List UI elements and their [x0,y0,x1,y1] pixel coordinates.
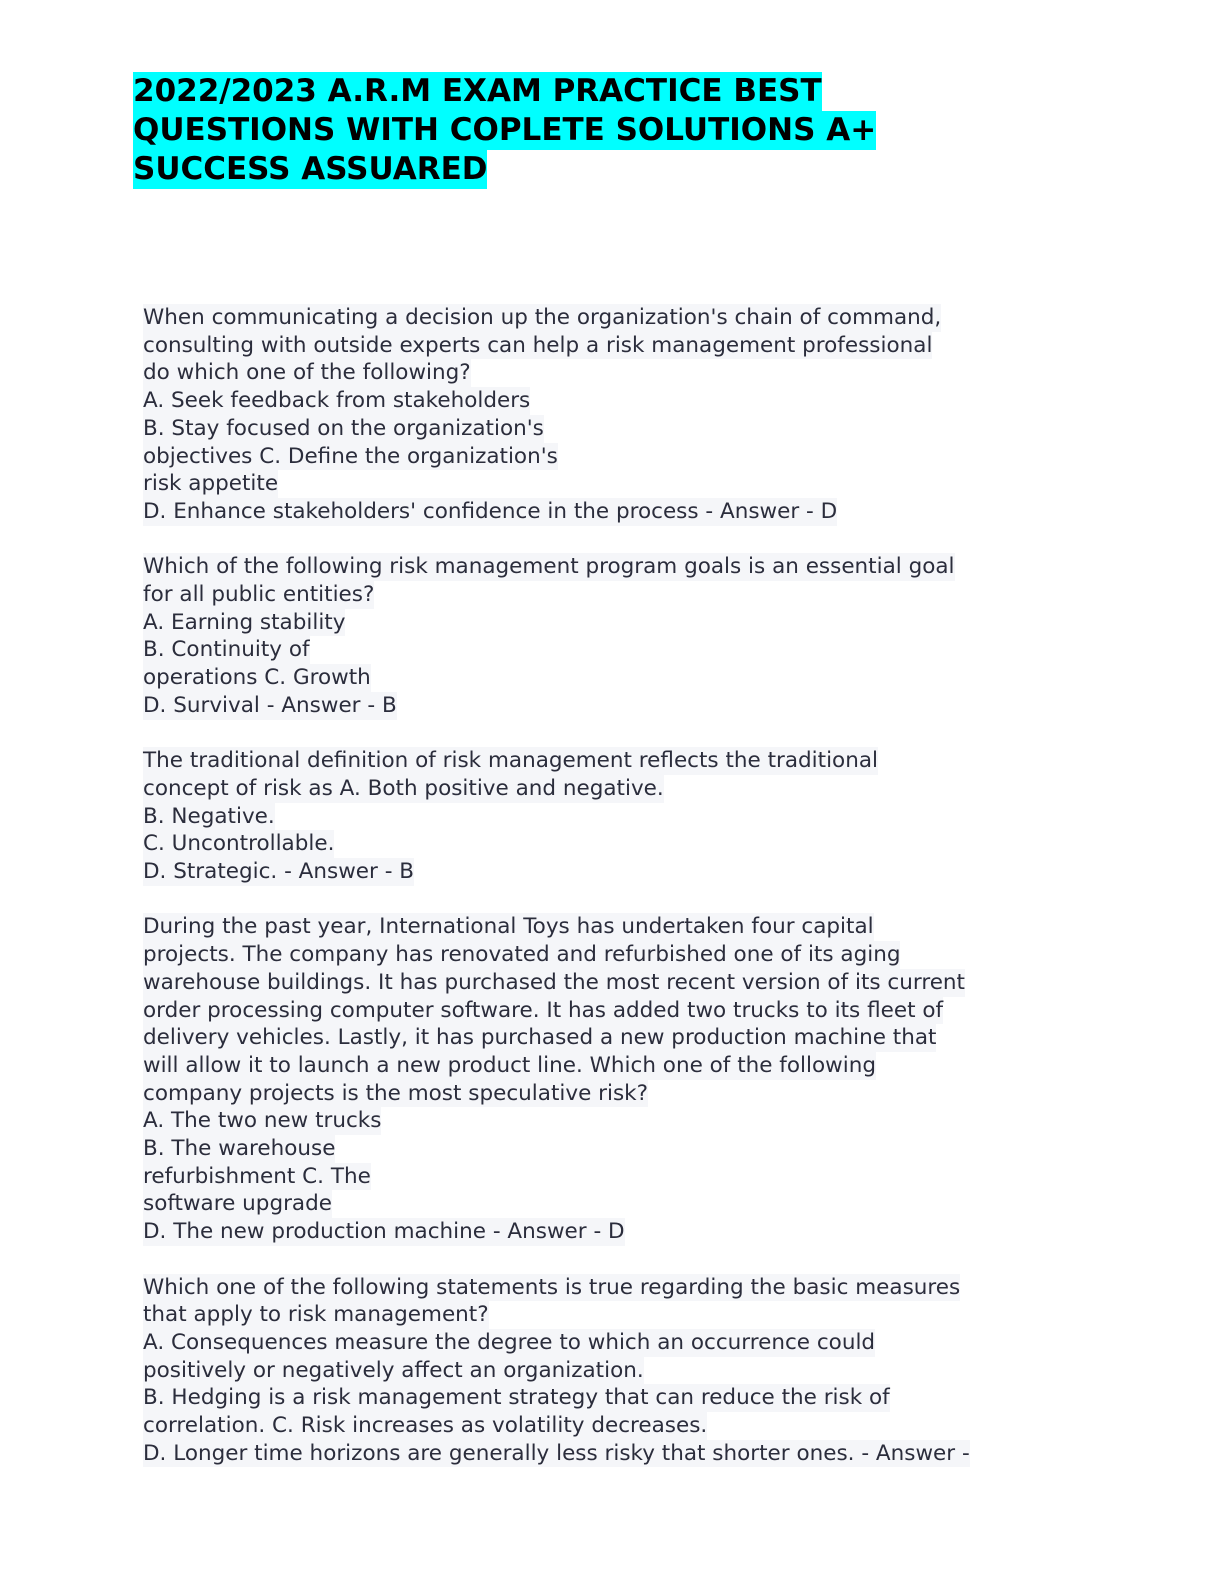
question-block [143,913,970,1245]
question-text-line: B. The warehouse [143,1136,336,1162]
question-block [143,553,970,719]
question-text-line: B. Stay focused on the organization's [143,415,544,441]
document-title [133,72,876,189]
title-line: 2022/2023 A.R.M EXAM PRACTICE BEST [133,73,822,109]
question-block [143,304,970,526]
question-text-line: do which one of the following? [143,360,471,386]
question-text-line: operations C. Growth [143,665,371,691]
question-text-line: A. The two new trucks [143,1108,382,1134]
question-text-line: When communicating a decision up the organization's chain of command, [143,305,942,330]
question-text-line: risk appetite [143,471,279,497]
question-text-line: refurbishment C. The [143,1163,371,1189]
question-text-line: Which one of the following statements is true regarding the basic measures [143,1274,961,1300]
question-text-line: consulting with outside experts can help a risk management professional [143,332,933,358]
question-text-line: C. Uncontrollable. [143,831,335,857]
question-text-line: A. Consequences measure the degree to which an occurrence could [143,1329,876,1355]
question-text-line: correlation. C. Risk increases as volatility decreases. [143,1413,708,1439]
question-text-line: delivery vehicles. Lastly, it has purchased a new production machine that [143,1025,937,1051]
question-text-line: company projects is the most speculative risk? [143,1080,649,1106]
question-list [143,304,970,1495]
question-text-line: warehouse buildings. It has purchased the most recent version of its current [143,969,965,995]
title-line: SUCCESS ASSUARED [133,151,488,187]
question-text-line: for all public entities? [143,582,375,608]
question-text-line: During the past year, International Toys has undertaken four capital [143,914,874,940]
question-text-line: will allow it to launch a new product line. Which one of the following [143,1052,876,1078]
question-text-line: software upgrade [143,1191,332,1217]
question-text-line: that apply to risk management? [143,1302,489,1328]
question-text-line: D. Survival - Answer - B [143,692,397,718]
question-text-line: D. The new production machine - Answer - D [143,1219,625,1245]
question-text-line: concept of risk as A. Both positive and negative. [143,775,664,801]
question-text-line: B. Hedging is a risk management strategy that can reduce the risk of [143,1385,890,1411]
question-block [143,1274,970,1468]
question-text-line: A. Seek feedback from stakeholders [143,388,531,414]
question-text-line: B. Continuity of [143,637,310,663]
question-text-line: D. Enhance stakeholders' confidence in the process - Answer - D [143,498,838,524]
question-text-line: The traditional definition of risk management reflects the traditional [143,748,878,774]
title-line: QUESTIONS WITH COPLETE SOLUTIONS A+ [133,112,877,148]
question-text-line: objectives C. Define the organization's [143,443,558,469]
question-block [143,747,970,886]
question-text-line: positively or negatively affect an organization. [143,1357,644,1383]
question-text-line: A. Earning stability [143,609,346,635]
question-text-line: D. Longer time horizons are generally less risky that shorter ones. - Answer - [143,1440,970,1466]
question-text-line: B. Negative. [143,803,275,829]
question-text-line: projects. The company has renovated and refurbished one of its aging [143,942,901,968]
question-text-line: D. Strategic. - Answer - B [143,859,415,885]
question-text-line: Which of the following risk management program goals is an essential goal [143,554,955,580]
question-text-line: order processing computer software. It has added two trucks to its fleet of [143,997,944,1023]
